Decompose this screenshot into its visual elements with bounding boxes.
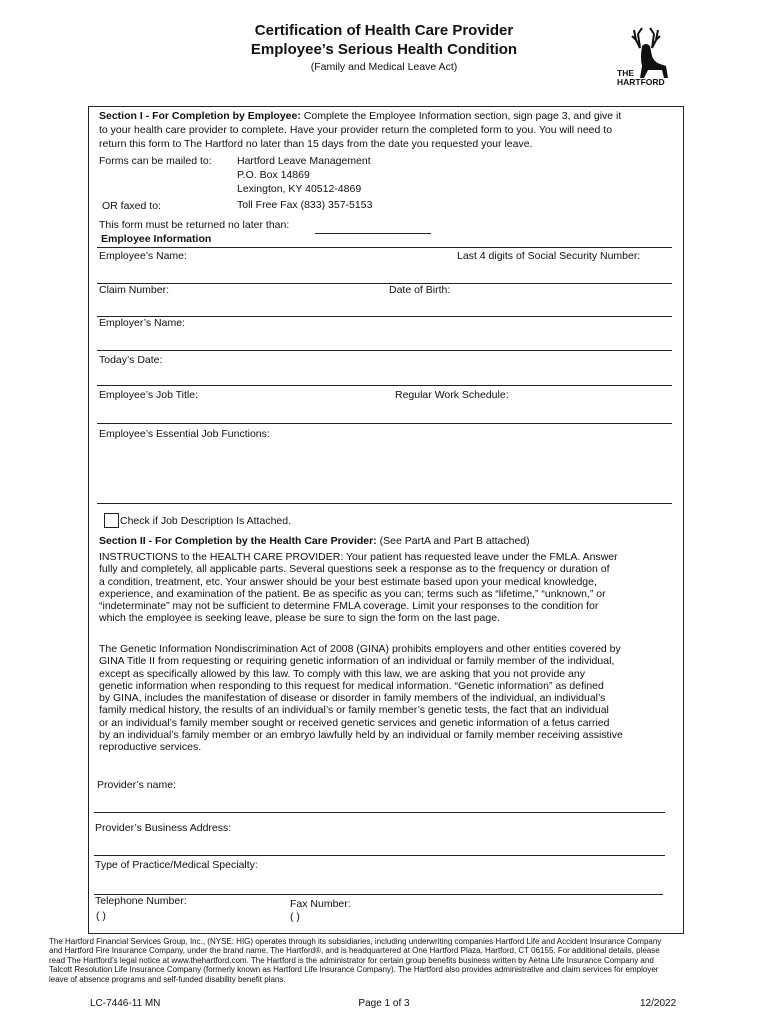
section1-intro xyxy=(99,110,621,124)
todays-date-label: Today’s Date: xyxy=(99,354,163,366)
section2-heading-row xyxy=(99,535,530,549)
telephone-label: Telephone Number: xyxy=(95,895,187,907)
section2-heading: Section II - For Completion by the Health Care Provider: xyxy=(99,535,377,547)
gina-paragraph: The Genetic Information Nondiscrimination Act of 2008 (GINA) prohibits employers and other entities covered by GINA Title II from requesting or requiring genetic information of an individual or family member of the individual, except as specifically allowed by this law. To comply with this law, we are asking that you not provide any genetic information when responding to this request for medical information. “Genetic information” as defined by GINA, includes the manifestation of disease or disorder in family members of the individual, an individual’s family medical history, the results of an individual’s or family member’s genetic tests, the fact that an individual or an individual’s family member sought or received genetic services and genetic information of a fetus carried by an individual’s family member or an embryo lawfully held by an individual or family member receiving assistive reproductive services. xyxy=(99,643,623,754)
mail-address-line1: Hartford Leave Management xyxy=(237,155,371,167)
mail-address-line2: P.O. Box 14869 xyxy=(237,169,310,181)
practice-type-label: Type of Practice/Medical Specialty: xyxy=(95,859,258,871)
job-title-field[interactable] xyxy=(97,423,672,424)
telephone-field[interactable]: ( ) xyxy=(96,910,106,922)
work-schedule-label: Regular Work Schedule: xyxy=(395,389,509,401)
return-date-label: This form must be returned no later than: xyxy=(99,219,290,231)
essential-functions-label: Employee’s Essential Job Functions: xyxy=(99,428,270,440)
legal-notice: The Hartford Financial Services Group, Inc., (NYSE: HIG) operates through its subsidiaries, including underwriting companies Hartford Life and Accident Insurance Company and Hartford Fire Insurance Company, under the brand name, The Hartford®, and is headquartered at One Hartford Plaza, Hartford, CT 06155. For additional details, please read The Hartford’s legal notice at www.thehartford.com. The Hartford is the administrator for certain group benefits business written by Aetna Life Insurance Company and Talcott Resolution Life Insurance Company (formerly known as Hartford Life Insurance Company). The Hartford also provides administrative and claim services for employer leave of absence programs and self-funded disability benefit plans. xyxy=(49,937,662,984)
job-title-label: Employee’s Job Title: xyxy=(99,389,199,401)
instructions-paragraph: INSTRUCTIONS to the HEALTH CARE PROVIDER: Your patient has requested leave under the FMLA. Answer fully and completely, all applicable parts. Several questions seek a response as to the frequency or duration of a condition, treatment, etc. Your answer should be your best estimate based upon your medical knowledge, experience, and examination of the patient. Be as specific as you can; terms such as “lifetime,” “unknown,” or “indeterminate” may not be sufficient to determine FMLA coverage. Limit your responses to the condition for which the employee is seeking leave, please be sure to sign the form on the last page. xyxy=(99,551,618,625)
return-date-field[interactable] xyxy=(315,233,431,234)
todays-date-field[interactable] xyxy=(97,385,672,386)
form-date: 12/2022 xyxy=(640,998,677,1009)
mail-label: Forms can be mailed to: xyxy=(99,155,212,167)
logo-wordmark: THE HARTFORD xyxy=(617,68,665,87)
provider-name-label: Provider’s name: xyxy=(97,779,176,791)
essential-functions-field[interactable] xyxy=(97,503,672,504)
ssn-label: Last 4 digits of Social Security Number: xyxy=(457,250,641,262)
form-title: Certification of Health Care Provider xyxy=(254,22,514,39)
form-code: LC-7446-11 MN xyxy=(90,998,161,1009)
fax-label: OR faxed to: xyxy=(102,200,161,212)
fax-number-label: Fax Number: xyxy=(290,898,351,910)
claim-number-label: Claim Number: xyxy=(99,284,170,296)
fax-value: Toll Free Fax (833) 357-5153 xyxy=(237,199,373,211)
provider-name-field[interactable] xyxy=(94,812,665,813)
provider-address-field[interactable] xyxy=(94,855,665,856)
section2-heading-note: (See PartA and Part B attached) xyxy=(379,535,530,547)
page-number: Page 1 of 3 xyxy=(358,998,410,1009)
section1-text-line3: return this form to The Hartford no later than 15 days from the date you requested your leave. xyxy=(99,138,533,150)
form-subtitle: (Family and Medical Leave Act) xyxy=(310,61,458,73)
section1-text-line1: Complete the Employee Information section, sign page 3, and give it xyxy=(303,110,622,122)
job-description-checkbox[interactable] xyxy=(104,513,119,528)
employer-name-label: Employer’s Name: xyxy=(99,317,185,329)
employer-name-field[interactable] xyxy=(97,350,672,351)
dob-label: Date of Birth: xyxy=(389,284,451,296)
provider-address-label: Provider’s Business Address: xyxy=(95,822,232,834)
divider xyxy=(97,247,672,248)
section1-heading: Section I - For Completion by Employee: xyxy=(99,110,301,122)
job-description-checkbox-label: Check if Job Description Is Attached. xyxy=(120,515,291,527)
employee-name-label: Employee’s Name: xyxy=(99,250,187,262)
fax-number-field[interactable]: ( ) xyxy=(290,911,300,923)
employee-name-field[interactable] xyxy=(97,283,672,284)
employee-info-heading: Employee Information xyxy=(101,233,212,245)
section1-text-line2: to your health care provider to complete. Have your provider return the completed form to you. You will need to xyxy=(99,124,613,136)
form-title-line2: Employee’s Serious Health Condition xyxy=(250,41,518,58)
mail-address-line3: Lexington, KY 40512-4869 xyxy=(237,183,362,195)
